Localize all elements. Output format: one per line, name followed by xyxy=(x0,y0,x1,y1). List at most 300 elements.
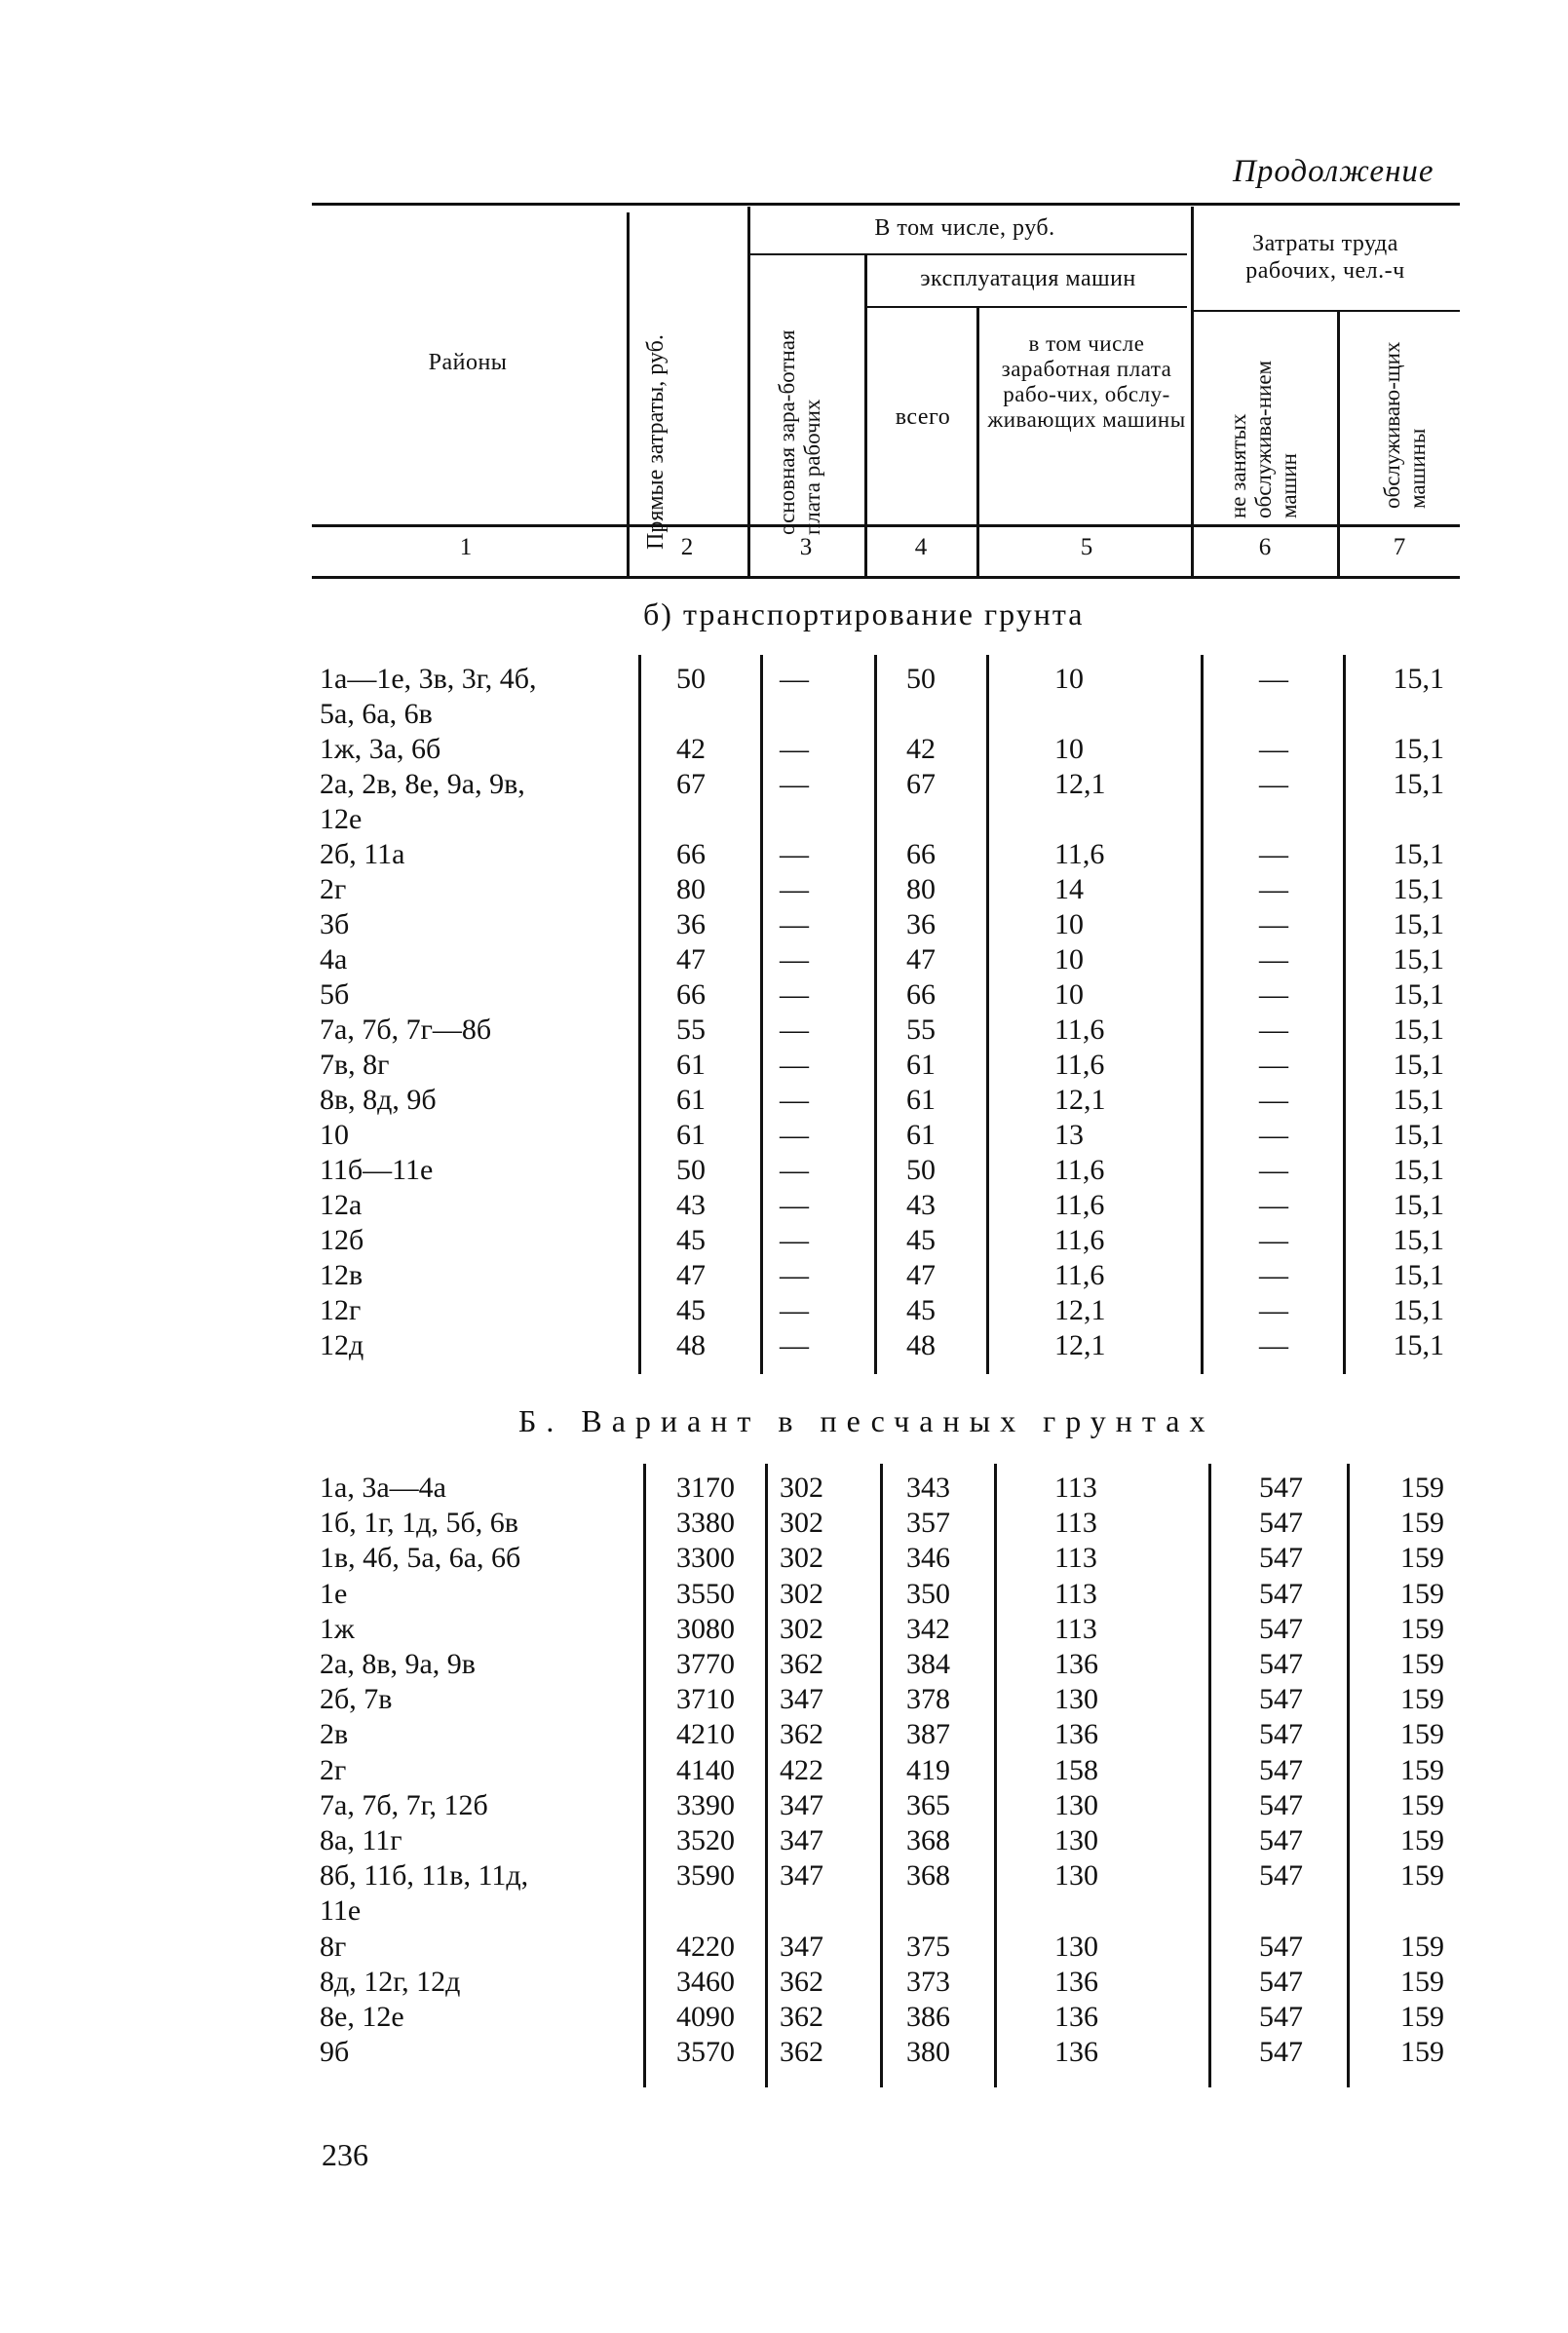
wages-cell: — xyxy=(780,1329,809,1361)
region-cell: 9б xyxy=(320,2036,350,2069)
table-row xyxy=(0,2001,1568,2036)
region-cell: 12в xyxy=(320,1259,363,1291)
machines-wages-cell: 130 xyxy=(1054,1930,1098,1963)
header-vline-2 xyxy=(747,207,750,576)
table-row xyxy=(0,1259,1568,1294)
header-col3 xyxy=(775,321,862,535)
header-col1: Районы xyxy=(428,350,508,375)
direct-costs-cell: 47 xyxy=(676,943,706,975)
region-cell: 2б, 7в xyxy=(320,1683,393,1716)
direct-costs-cell: 3380 xyxy=(676,1507,735,1540)
machines-wages-cell: 113 xyxy=(1054,1612,1097,1645)
machines-wages-cell: 136 xyxy=(1054,2036,1098,2069)
labor-machine-cell: 159 xyxy=(1400,1824,1444,1856)
wages-cell: — xyxy=(780,768,809,800)
labor-nonmachine-cell: 547 xyxy=(1259,1859,1303,1893)
region-cell: 11б—11е xyxy=(320,1154,434,1186)
machines-total-cell: 45 xyxy=(906,1224,936,1256)
header-col3-text: основная зара-ботная плата рабочих xyxy=(775,329,824,535)
table-row xyxy=(0,1014,1568,1049)
colnum-2: 2 xyxy=(680,534,694,560)
machines-wages-cell: 10 xyxy=(1054,908,1084,940)
labor-nonmachine-cell: 547 xyxy=(1259,1577,1303,1610)
labor-machine-cell: 159 xyxy=(1400,1612,1444,1645)
direct-costs-cell: 61 xyxy=(676,1119,706,1151)
wages-cell: — xyxy=(780,1154,809,1186)
labor-machine-cell: 15,1 xyxy=(1393,1294,1444,1326)
wages-cell: — xyxy=(780,1294,809,1326)
labor-nonmachine-cell: — xyxy=(1259,1189,1288,1221)
labor-machine-cell: 15,1 xyxy=(1393,1084,1444,1116)
labor-nonmachine-cell: — xyxy=(1259,733,1288,765)
direct-costs-cell: 4220 xyxy=(676,1930,735,1963)
header-vline-6 xyxy=(1337,312,1340,576)
direct-costs-cell: 4140 xyxy=(676,1753,735,1786)
labor-machine-cell: 159 xyxy=(1400,1965,1444,1998)
direct-costs-cell: 66 xyxy=(676,838,706,870)
page-number: 236 xyxy=(322,2137,368,2172)
machines-total-cell: 373 xyxy=(906,1965,950,1998)
header-group-labor: Затраты труда рабочих, чел.-ч xyxy=(1245,231,1405,284)
machines-total-cell: 343 xyxy=(906,1472,950,1504)
region-cell: 1а—1е, 3в, 3г, 4б, xyxy=(320,663,537,695)
labor-nonmachine-cell: — xyxy=(1259,943,1288,975)
region-cell: 7а, 7б, 7г—8б xyxy=(320,1014,492,1046)
machines-wages-cell: 113 xyxy=(1054,1507,1097,1540)
region-cell: 10 xyxy=(320,1119,349,1151)
table-row xyxy=(0,943,1568,978)
labor-machine-cell: 159 xyxy=(1400,1577,1444,1610)
region-cell: 8б, 11б, 11в, 11д, xyxy=(320,1859,529,1893)
table-row xyxy=(0,908,1568,943)
machines-wages-cell: 10 xyxy=(1054,663,1084,695)
machines-wages-cell: 11,6 xyxy=(1054,1224,1105,1256)
table-row xyxy=(0,1648,1568,1683)
region-cell: 1б, 1г, 1д, 5б, 6в xyxy=(320,1507,518,1540)
machines-total-cell: 368 xyxy=(906,1859,950,1893)
machines-total-cell: 50 xyxy=(906,663,936,695)
labor-machine-cell: 15,1 xyxy=(1393,733,1444,765)
region-cell: 1ж, 3а, 6б xyxy=(320,733,441,765)
table-row xyxy=(0,768,1568,803)
machines-wages-cell: 12,1 xyxy=(1054,768,1106,800)
labor-machine-cell: 159 xyxy=(1400,2001,1444,2033)
region-cell: 8в, 8д, 9б xyxy=(320,1084,437,1116)
region-cell: 12б xyxy=(320,1224,364,1256)
wages-cell: 302 xyxy=(780,1542,823,1575)
table-row xyxy=(0,1507,1568,1542)
direct-costs-cell: 47 xyxy=(676,1259,706,1291)
machines-wages-cell: 11,6 xyxy=(1054,1014,1105,1046)
region-cell: 1ж xyxy=(320,1612,355,1645)
colnum-1: 1 xyxy=(459,534,473,560)
direct-costs-cell: 61 xyxy=(676,1084,706,1116)
header-col4: всего xyxy=(895,404,951,430)
region-cell-continuation: 12е xyxy=(320,803,363,835)
wages-cell: — xyxy=(780,1084,809,1116)
region-cell: 4а xyxy=(320,943,348,975)
header-col7-text: обслуживаю-щих машины xyxy=(1380,341,1430,509)
machines-total-cell: 42 xyxy=(906,733,936,765)
section-2-title: Б. Вариант в песчаных грунтах xyxy=(518,1403,1215,1438)
labor-nonmachine-cell: — xyxy=(1259,1119,1288,1151)
machines-total-cell: 419 xyxy=(906,1753,950,1786)
direct-costs-cell: 67 xyxy=(676,768,706,800)
labor-nonmachine-cell: — xyxy=(1259,838,1288,870)
table-row xyxy=(0,1931,1568,1966)
header-vline-1 xyxy=(627,212,630,576)
wages-cell: — xyxy=(780,1189,809,1221)
labor-machine-cell: 159 xyxy=(1400,1788,1444,1821)
labor-nonmachine-cell: 547 xyxy=(1259,1930,1303,1963)
region-cell: 12а xyxy=(320,1189,363,1221)
table-row xyxy=(0,1542,1568,1577)
header-vline-5 xyxy=(1191,207,1194,576)
header-vline-3 xyxy=(864,255,867,576)
labor-machine-cell: 15,1 xyxy=(1393,1119,1444,1151)
labor-nonmachine-cell: — xyxy=(1259,978,1288,1011)
machines-wages-cell: 12,1 xyxy=(1054,1294,1106,1326)
machines-total-cell: 45 xyxy=(906,1294,936,1326)
region-cell: 12д xyxy=(320,1329,364,1361)
table-row-continuation xyxy=(0,698,1568,733)
machines-wages-cell: 113 xyxy=(1054,1577,1097,1610)
direct-costs-cell: 50 xyxy=(676,663,706,695)
labor-machine-cell: 15,1 xyxy=(1393,1014,1444,1046)
wages-cell: — xyxy=(780,1049,809,1081)
wages-cell: — xyxy=(780,733,809,765)
header-vline-4 xyxy=(976,308,979,576)
machines-wages-cell: 10 xyxy=(1054,733,1084,765)
labor-nonmachine-cell: 547 xyxy=(1259,1718,1303,1751)
machines-total-cell: 66 xyxy=(906,838,936,870)
wages-cell: — xyxy=(780,1119,809,1151)
machines-wages-cell: 10 xyxy=(1054,978,1084,1011)
labor-nonmachine-cell: 547 xyxy=(1259,2001,1303,2033)
table-row xyxy=(0,1119,1568,1154)
machines-wages-cell: 13 xyxy=(1054,1119,1084,1151)
machines-total-cell: 346 xyxy=(906,1542,950,1575)
region-cell: 8а, 11г xyxy=(320,1824,402,1856)
colnum-6: 6 xyxy=(1258,534,1272,560)
machines-wages-cell: 12,1 xyxy=(1054,1329,1106,1361)
region-cell: 8д, 12г, 12д xyxy=(320,1965,461,1998)
table-row xyxy=(0,1578,1568,1613)
colnum-4: 4 xyxy=(914,534,928,560)
machines-total-cell: 36 xyxy=(906,908,936,940)
labor-machine-cell: 159 xyxy=(1400,1542,1444,1575)
machines-total-cell: 387 xyxy=(906,1718,950,1751)
machines-wages-cell: 113 xyxy=(1054,1542,1097,1575)
machines-wages-cell: 130 xyxy=(1054,1859,1098,1893)
wages-cell: 347 xyxy=(780,1824,823,1856)
wages-cell: — xyxy=(780,943,809,975)
labor-nonmachine-cell: — xyxy=(1259,1084,1288,1116)
wages-cell: — xyxy=(780,978,809,1011)
wages-cell: 302 xyxy=(780,1472,823,1504)
labor-machine-cell: 15,1 xyxy=(1393,768,1444,800)
labor-nonmachine-cell: — xyxy=(1259,1014,1288,1046)
wages-cell: 347 xyxy=(780,1859,823,1893)
labor-machine-cell: 15,1 xyxy=(1393,943,1444,975)
table-row xyxy=(0,873,1568,908)
wages-cell: — xyxy=(780,1014,809,1046)
machines-wages-cell: 12,1 xyxy=(1054,1084,1106,1116)
labor-nonmachine-cell: 547 xyxy=(1259,1507,1303,1540)
direct-costs-cell: 80 xyxy=(676,873,706,905)
machines-total-cell: 384 xyxy=(906,1648,950,1680)
machines-wages-cell: 11,6 xyxy=(1054,1049,1105,1081)
table-row xyxy=(0,838,1568,873)
labor-machine-cell: 159 xyxy=(1400,1753,1444,1786)
header-col6-text: не занятых обслужива-нием машин xyxy=(1226,360,1301,518)
region-cell-continuation: 5а, 6а, 6в xyxy=(320,698,433,730)
direct-costs-cell: 3570 xyxy=(676,2036,735,2069)
group-machines-rule xyxy=(865,306,1187,308)
direct-costs-cell: 3460 xyxy=(676,1965,735,1998)
header-col2 xyxy=(643,257,702,550)
region-cell-continuation: 11е xyxy=(320,1894,362,1928)
labor-machine-cell: 159 xyxy=(1400,1930,1444,1963)
machines-wages-cell: 14 xyxy=(1054,873,1084,905)
table-row xyxy=(0,663,1568,698)
wages-cell: 347 xyxy=(780,1683,823,1716)
direct-costs-cell: 3770 xyxy=(676,1648,735,1680)
wages-cell: 362 xyxy=(780,1648,823,1680)
labor-machine-cell: 15,1 xyxy=(1393,838,1444,870)
table-row xyxy=(0,1613,1568,1648)
machines-wages-cell: 11,6 xyxy=(1054,838,1105,870)
table-row xyxy=(0,1789,1568,1824)
machines-wages-cell: 130 xyxy=(1054,1683,1098,1716)
region-cell: 12г xyxy=(320,1294,362,1326)
machines-total-cell: 55 xyxy=(906,1014,936,1046)
labor-machine-cell: 15,1 xyxy=(1393,908,1444,940)
labor-nonmachine-cell: — xyxy=(1259,1259,1288,1291)
table-row xyxy=(0,1859,1568,1894)
direct-costs-cell: 48 xyxy=(676,1329,706,1361)
direct-costs-cell: 4210 xyxy=(676,1718,735,1751)
table-row xyxy=(0,1294,1568,1329)
labor-machine-cell: 159 xyxy=(1400,1718,1444,1751)
machines-total-cell: 67 xyxy=(906,768,936,800)
direct-costs-cell: 3300 xyxy=(676,1542,735,1575)
direct-costs-cell: 61 xyxy=(676,1049,706,1081)
labor-machine-cell: 15,1 xyxy=(1393,1189,1444,1221)
machines-total-cell: 365 xyxy=(906,1788,950,1821)
table-row-continuation xyxy=(0,1894,1568,1930)
machines-total-cell: 47 xyxy=(906,943,936,975)
machines-wages-cell: 11,6 xyxy=(1054,1189,1105,1221)
wages-cell: — xyxy=(780,908,809,940)
region-cell: 2г xyxy=(320,873,347,905)
region-cell: 1в, 4б, 5а, 6а, 6б xyxy=(320,1542,521,1575)
machines-wages-cell: 11,6 xyxy=(1054,1259,1105,1291)
table-row xyxy=(0,1224,1568,1259)
labor-nonmachine-cell: — xyxy=(1259,1049,1288,1081)
labor-machine-cell: 15,1 xyxy=(1393,1154,1444,1186)
labor-machine-cell: 15,1 xyxy=(1393,978,1444,1011)
table-row xyxy=(0,978,1568,1014)
table-row xyxy=(0,1683,1568,1718)
table-row xyxy=(0,733,1568,768)
colnum-5: 5 xyxy=(1080,534,1093,560)
direct-costs-cell: 3550 xyxy=(676,1577,735,1610)
colnum-7: 7 xyxy=(1393,534,1406,560)
header-col6 xyxy=(1226,324,1304,518)
wages-cell: — xyxy=(780,838,809,870)
labor-machine-cell: 15,1 xyxy=(1393,663,1444,695)
table-row xyxy=(0,1329,1568,1364)
region-cell: 1а, 3а—4а xyxy=(320,1472,446,1504)
region-cell: 2а, 8в, 9а, 9в xyxy=(320,1648,476,1680)
labor-machine-cell: 159 xyxy=(1400,2036,1444,2069)
labor-machine-cell: 15,1 xyxy=(1393,1259,1444,1291)
labor-machine-cell: 159 xyxy=(1400,1648,1444,1680)
wages-cell: 362 xyxy=(780,1965,823,1998)
direct-costs-cell: 45 xyxy=(676,1294,706,1326)
header-bottom-rule xyxy=(312,524,1460,527)
region-cell: 7а, 7б, 7г, 12б xyxy=(320,1788,488,1821)
wages-cell: 362 xyxy=(780,2036,823,2069)
wages-cell: 302 xyxy=(780,1612,823,1645)
wages-cell: 362 xyxy=(780,2001,823,2033)
table-row xyxy=(0,1084,1568,1119)
labor-machine-cell: 15,1 xyxy=(1393,1329,1444,1361)
labor-nonmachine-cell: 547 xyxy=(1259,1542,1303,1575)
table-row xyxy=(0,1189,1568,1224)
region-cell: 8е, 12е xyxy=(320,2001,404,2033)
direct-costs-cell: 45 xyxy=(676,1224,706,1256)
group-in-total-rule xyxy=(750,253,1187,255)
labor-nonmachine-cell: 547 xyxy=(1259,2036,1303,2069)
direct-costs-cell: 3590 xyxy=(676,1859,735,1893)
machines-total-cell: 61 xyxy=(906,1049,936,1081)
wages-cell: 422 xyxy=(780,1753,823,1786)
labor-machine-cell: 15,1 xyxy=(1393,873,1444,905)
labor-machine-cell: 15,1 xyxy=(1393,1049,1444,1081)
colnum-3: 3 xyxy=(799,534,813,560)
wages-cell: — xyxy=(780,1224,809,1256)
machines-wages-cell: 158 xyxy=(1054,1753,1098,1786)
machines-wages-cell: 136 xyxy=(1054,1718,1098,1751)
wages-cell: — xyxy=(780,1259,809,1291)
header-col2-text: Прямые затраты, руб. xyxy=(643,334,669,550)
labor-nonmachine-cell: 547 xyxy=(1259,1965,1303,1998)
direct-costs-cell: 3170 xyxy=(676,1472,735,1504)
labor-nonmachine-cell: — xyxy=(1259,1294,1288,1326)
machines-total-cell: 47 xyxy=(906,1259,936,1291)
machines-wages-cell: 113 xyxy=(1054,1472,1097,1504)
table-row xyxy=(0,1754,1568,1789)
machines-wages-cell: 136 xyxy=(1054,1965,1098,1998)
machines-total-cell: 50 xyxy=(906,1154,936,1186)
table-row xyxy=(0,1718,1568,1753)
wages-cell: — xyxy=(780,663,809,695)
header-col7 xyxy=(1380,314,1438,509)
labor-nonmachine-cell: 547 xyxy=(1259,1683,1303,1716)
region-cell: 2б, 11а xyxy=(320,838,405,870)
direct-costs-cell: 50 xyxy=(676,1154,706,1186)
continued-label: Продолжение xyxy=(1233,154,1434,189)
wages-cell: 302 xyxy=(780,1507,823,1540)
table-top-rule xyxy=(312,203,1460,206)
region-cell: 3б xyxy=(320,908,350,940)
labor-nonmachine-cell: — xyxy=(1259,663,1288,695)
region-cell: 8г xyxy=(320,1930,347,1963)
direct-costs-cell: 66 xyxy=(676,978,706,1011)
machines-total-cell: 350 xyxy=(906,1577,950,1610)
machines-wages-cell: 136 xyxy=(1054,2001,1098,2033)
table-row xyxy=(0,1966,1568,2001)
direct-costs-cell: 3710 xyxy=(676,1683,735,1716)
region-cell: 2г xyxy=(320,1753,347,1786)
wages-cell: 362 xyxy=(780,1718,823,1751)
labor-machine-cell: 159 xyxy=(1400,1472,1444,1504)
labor-nonmachine-cell: — xyxy=(1259,873,1288,905)
labor-nonmachine-cell: 547 xyxy=(1259,1612,1303,1645)
direct-costs-cell: 3520 xyxy=(676,1824,735,1856)
machines-wages-cell: 10 xyxy=(1054,943,1084,975)
machines-wages-cell: 130 xyxy=(1054,1824,1098,1856)
labor-nonmachine-cell: 547 xyxy=(1259,1472,1303,1504)
wages-cell: 302 xyxy=(780,1577,823,1610)
labor-nonmachine-cell: 547 xyxy=(1259,1824,1303,1856)
labor-nonmachine-cell: — xyxy=(1259,768,1288,800)
machines-wages-cell: 11,6 xyxy=(1054,1154,1105,1186)
header-group-in-total: В том числе, руб. xyxy=(874,215,1055,241)
group-labor-rule xyxy=(1194,310,1460,312)
table-row xyxy=(0,1824,1568,1859)
section-1-title: б) транспортирование грунта xyxy=(643,596,1085,631)
labor-nonmachine-cell: — xyxy=(1259,1329,1288,1361)
labor-nonmachine-cell: 547 xyxy=(1259,1788,1303,1821)
colnum-bottom-rule xyxy=(312,576,1460,579)
header-group-machines: эксплуатация машин xyxy=(920,266,1136,291)
region-cell: 2а, 2в, 8е, 9а, 9в, xyxy=(320,768,525,800)
machines-wages-cell: 136 xyxy=(1054,1648,1098,1680)
machines-total-cell: 357 xyxy=(906,1507,950,1540)
direct-costs-cell: 3080 xyxy=(676,1612,735,1645)
labor-machine-cell: 159 xyxy=(1400,1859,1444,1893)
table-row xyxy=(0,2036,1568,2071)
direct-costs-cell: 4090 xyxy=(676,2001,735,2033)
table-row-continuation xyxy=(0,803,1568,838)
machines-total-cell: 368 xyxy=(906,1824,950,1856)
machines-total-cell: 66 xyxy=(906,978,936,1011)
table-row xyxy=(0,1049,1568,1084)
machines-total-cell: 43 xyxy=(906,1189,936,1221)
machines-total-cell: 380 xyxy=(906,2036,950,2069)
wages-cell: 347 xyxy=(780,1930,823,1963)
labor-nonmachine-cell: — xyxy=(1259,1224,1288,1256)
machines-total-cell: 80 xyxy=(906,873,936,905)
direct-costs-cell: 3390 xyxy=(676,1788,735,1821)
labor-nonmachine-cell: 547 xyxy=(1259,1753,1303,1786)
direct-costs-cell: 36 xyxy=(676,908,706,940)
machines-total-cell: 342 xyxy=(906,1612,950,1645)
machines-total-cell: 61 xyxy=(906,1119,936,1151)
machines-total-cell: 378 xyxy=(906,1683,950,1716)
region-cell: 5б xyxy=(320,978,350,1011)
direct-costs-cell: 43 xyxy=(676,1189,706,1221)
region-cell: 2в xyxy=(320,1718,349,1751)
labor-machine-cell: 159 xyxy=(1400,1683,1444,1716)
machines-total-cell: 375 xyxy=(906,1930,950,1963)
direct-costs-cell: 55 xyxy=(676,1014,706,1046)
table-row xyxy=(0,1154,1568,1189)
wages-cell: 347 xyxy=(780,1788,823,1821)
